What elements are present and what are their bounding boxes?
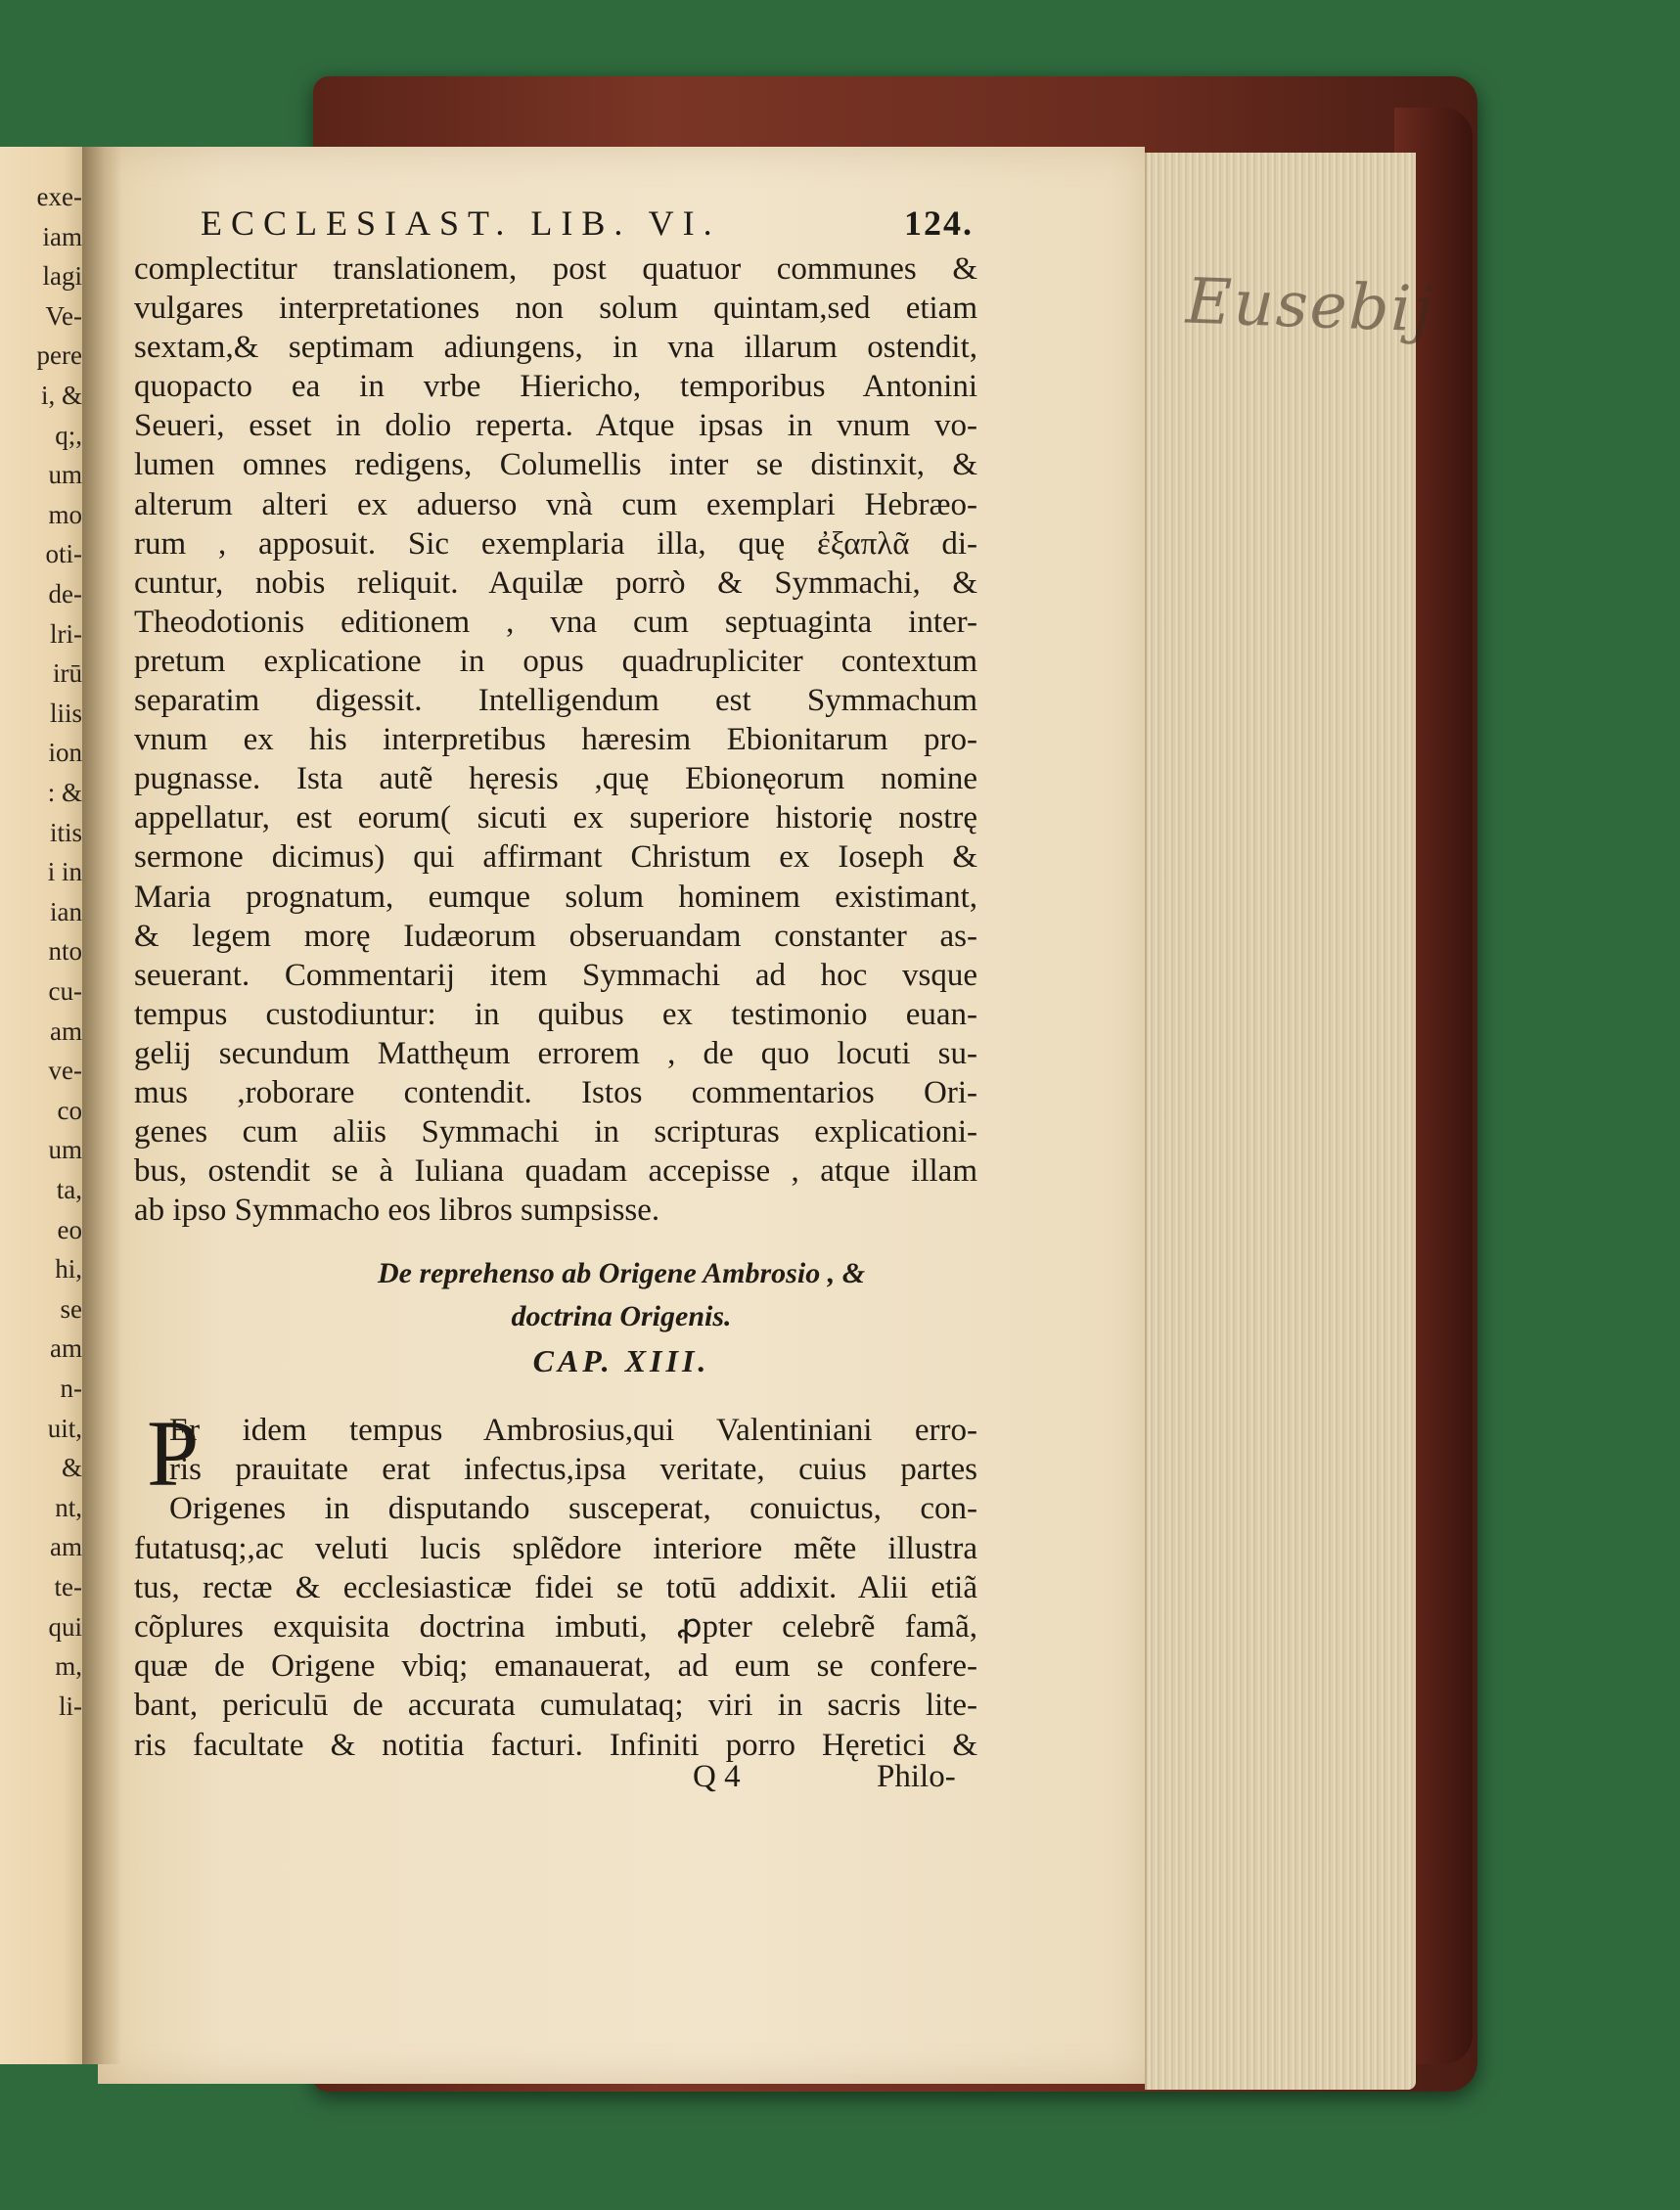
left-page-line-fragment: am [50,1532,82,1562]
text-line: Theodotionis editionem , vna cum septuaginta inter- [134,604,977,640]
left-page-line-fragment: am [50,1015,82,1046]
left-page-line-fragment: am [50,1333,82,1364]
text-line: ab ipso Symmacho eos libros sumpsisse. [134,1193,660,1229]
left-page-line-fragment: i in [47,857,82,887]
text-line: cõplures exquisita doctrina imbuti, ꝓpter celebrẽ famã, [134,1608,977,1645]
page-fore-edge [1145,153,1436,2090]
running-title: ECCLESIAST. LIB. VI. [201,203,721,243]
text-line: sextam,& septimam adiungens, in vna illarum ostendit, [134,330,977,366]
left-page-line-fragment: li- [59,1691,82,1721]
left-page-line-fragment: i, & [40,381,82,410]
text-line: separatim digessit. Intelligendum est Symmachum [134,683,977,719]
left-page-line-fragment: liis [49,698,82,728]
left-page-line-fragment: : & [47,778,82,807]
left-page-line-fragment: cu- [48,976,82,1006]
left-page-fragment [0,147,90,2064]
text-line: sermone dicimus) qui affirmant Christum ex Ioseph & [134,839,977,876]
left-page-line-fragment: lri- [50,618,82,649]
left-page-line-fragment: iam [42,221,82,251]
text-line: mus ,roborare contendit. Istos commentarios Ori- [134,1074,977,1110]
text-line: Origenes in disputando susceperat, conuictus, con- [169,1491,977,1527]
left-page-line-fragment: eo [57,1214,82,1244]
text-line: & legem morę Iudæorum obseruandam constanter as- [134,918,977,954]
left-page-line-fragment: irū [53,658,82,689]
chapter-title-line-1: De reprehenso ab Origene Ambrosio , & [377,1257,866,1289]
left-page-line-fragment: ian [50,896,82,926]
text-line: tempus custodiuntur: in quibus ex testimonio euan- [134,996,977,1032]
text-line: complectitur translationem, post quatuor communes & [134,251,977,287]
text-line: pretum explicatione in opus quadrupliciter contextum [134,643,977,679]
left-page-line-fragment: q;, [55,420,82,450]
left-page-line-fragment: ta, [56,1175,82,1204]
left-page-line-fragment: te- [54,1572,82,1601]
catchword: Philo- [877,1759,956,1794]
left-page-line-fragment: co [57,1095,82,1125]
left-page-line-fragment: ve- [48,1056,82,1086]
page-number: 124. [904,203,974,243]
left-page-line-fragment: lagi [42,261,82,292]
text-line: bant, periculū de accurata cumulataq; viri in sacris lite- [134,1688,977,1724]
left-page-line-fragment: mo [48,499,82,529]
text-line: Seueri, esset in dolio reperta. Atque ipsas in vnum vo- [134,408,977,444]
left-page-line-fragment: um [48,1135,82,1165]
left-page-line-fragment: um [48,460,82,490]
left-page-line-fragment: n- [60,1374,82,1403]
left-page-line-fragment: qui [48,1611,82,1642]
left-page-line-fragment: & [61,1453,82,1483]
left-page-line-fragment: uit, [47,1413,82,1443]
text-line: ris prauitate erat infectus,ipsa veritate, cuius partes [169,1452,977,1488]
left-page-line-fragment: ion [48,738,82,768]
text-line: tus, rectæ & ecclesiasticæ fidei se totū addixit. Alii etiã [134,1569,977,1605]
text-line: pugnasse. Ista autẽ hęresis ,quę Ebionęorum nomine [134,761,977,797]
text-line: alterum alteri ex aduerso vnà cum exemplari Hebræo- [134,486,977,522]
left-page-line-fragment: se [60,1293,82,1324]
left-page-line-fragment: m, [55,1651,82,1682]
left-page-line-fragment: oti- [45,539,82,569]
text-line: quæ de Origene vbiq; emanauerat, ad eum se confere- [134,1648,977,1685]
chapter-title-line-2: doctrina Origenis. [511,1300,732,1332]
text-line: cuntur, nobis reliquit. Aquilæ porrò & Symmachi, & [134,564,977,601]
left-page-line-fragment: Ve- [45,300,82,331]
left-page-line-fragment: pere [36,340,82,371]
running-header [201,203,974,244]
text-line: vulgares interpretationes non solum quintam,sed etiam [134,291,977,327]
chapter-paragraph [134,1411,977,1765]
text-line: vnum ex his interpretibus hæresim Ebionitarum pro- [134,722,977,758]
text-line: Maria prognatum, eumque solum hominem existimant, [134,879,977,915]
left-page-line-fragment: itis [49,817,82,847]
left-page-line-fragment: exe- [36,182,82,211]
text-line: ris facultate & notitia facturi. Infiniti porro Hęretici & [134,1727,977,1763]
page-gutter [82,147,121,2064]
body-paragraph [134,249,977,1230]
fore-edge-inscription: Eusebij [1184,265,1436,347]
signature-mark: Q 4 [693,1759,741,1794]
text-line: bus, ostendit se à Iuliana quadam accepisse , atque illam [134,1153,977,1190]
text-line: appellatur, est eorum( sicuti ex superiore historię nostrę [134,800,977,836]
text-line: Er idem tempus Ambrosius,qui Valentiniani erro- [169,1413,977,1448]
text-line: lumen omnes redigens, Columellis inter se distinxit, & [134,447,977,483]
text-line: genes cum aliis Symmachi in scripturas explicationi- [134,1114,977,1150]
left-page-line-fragment: hi, [55,1254,82,1285]
text-line: futatusq;,ac veluti lucis splẽdore interiore mẽte illustra [134,1530,977,1566]
left-page-line-fragment: nto [48,936,82,967]
text-line: gelij secundum Matthęum errorem , de quo locuti su- [134,1035,977,1071]
left-page-line-fragment: de- [48,579,82,609]
text-line: seuerant. Commentarij item Symmachi ad hoc vsque [134,957,977,993]
text-line: rum , apposuit. Sic exemplaria illa, quę ἐξαπλᾶ di- [134,525,977,562]
drop-cap: P [147,1401,200,1506]
text-line: quopacto ea in vrbe Hiericho, temporibus Antonini [134,369,977,405]
left-page-line-fragment: nt, [55,1492,82,1522]
chapter-number: CAP. XIII. [532,1343,710,1378]
